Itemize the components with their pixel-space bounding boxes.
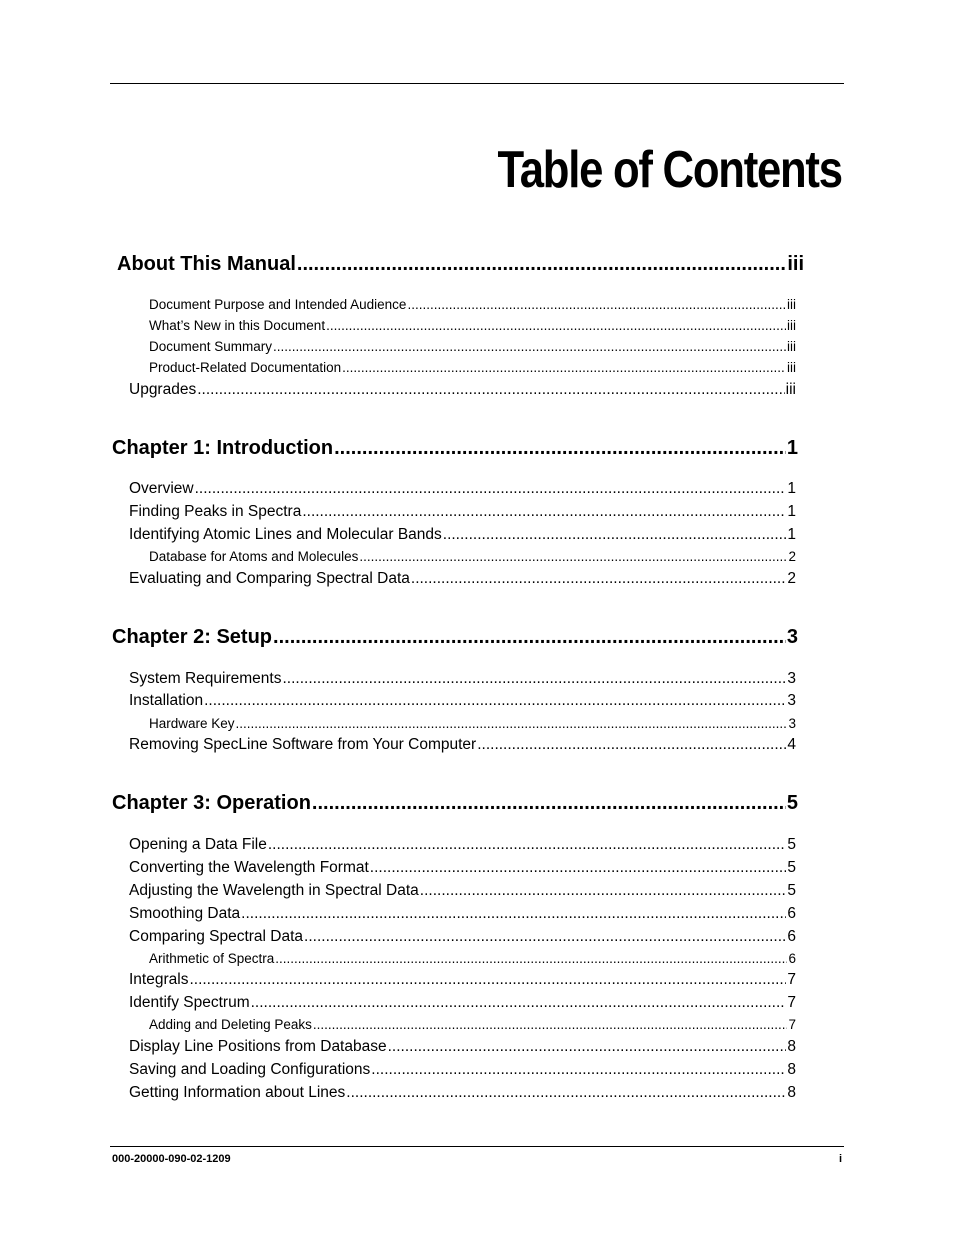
toc-title: Product-Related Documentation	[149, 360, 342, 375]
toc-leader	[407, 297, 786, 312]
toc-entry[interactable]	[129, 526, 796, 546]
toc-leader	[273, 339, 786, 354]
toc-entry[interactable]	[129, 971, 796, 991]
toc-title: Saving and Loading Configurations	[129, 1061, 371, 1078]
toc-page: 2	[787, 570, 796, 587]
footer-doc-number: 000-20000-090-02-1209	[112, 1153, 231, 1165]
toc-entry[interactable]	[149, 1017, 796, 1035]
toc-page: iii	[787, 297, 796, 312]
toc-title: Removing SpecLine Software from Your Computer	[129, 736, 477, 753]
toc-entry[interactable]	[129, 994, 796, 1014]
toc-title: Chapter 2: Setup	[112, 626, 273, 648]
toc-chapter[interactable]	[112, 437, 798, 463]
toc-title: Integrals	[129, 971, 189, 988]
toc-entry[interactable]	[129, 670, 796, 690]
toc-entry[interactable]	[129, 1038, 796, 1058]
toc-leader	[371, 1061, 786, 1079]
toc-entry[interactable]	[149, 549, 796, 567]
toc-title: Overview	[129, 480, 194, 497]
toc-title: Finding Peaks in Spectra	[129, 503, 302, 520]
toc-title: Identify Spectrum	[129, 994, 250, 1011]
toc-entry[interactable]	[129, 859, 796, 879]
toc-page: iii	[785, 381, 796, 398]
toc-chapter[interactable]	[112, 626, 798, 652]
toc-entry[interactable]	[129, 736, 796, 756]
toc-leader	[282, 670, 786, 688]
toc-entry[interactable]	[129, 503, 796, 523]
toc-leader	[477, 736, 786, 754]
toc-title: Evaluating and Comparing Spectral Data	[129, 570, 410, 587]
toc-page: 3	[786, 626, 798, 648]
toc-title: Smoothing Data	[129, 905, 241, 922]
toc-entry[interactable]	[129, 381, 796, 401]
toc-entry[interactable]	[129, 692, 796, 712]
toc-page: 3	[788, 716, 796, 731]
toc-leader	[236, 716, 788, 731]
toc-leader	[251, 994, 787, 1012]
toc-page: 1	[787, 503, 796, 520]
toc-leader	[189, 971, 786, 989]
toc-entry[interactable]	[129, 905, 796, 925]
toc-page: 1	[787, 526, 796, 543]
toc-leader	[326, 318, 786, 333]
toc-title: Comparing Spectral Data	[129, 928, 304, 945]
toc-entry[interactable]	[149, 297, 796, 315]
footer-page-number: i	[838, 1153, 842, 1165]
toc-page: iii	[787, 339, 796, 354]
toc-leader	[411, 570, 786, 588]
toc-title: Hardware Key	[149, 716, 235, 731]
toc-page: 1	[787, 480, 796, 497]
toc-page: iii	[787, 318, 796, 333]
toc-entry[interactable]	[129, 1084, 796, 1104]
toc-title: Opening a Data File	[129, 836, 267, 853]
toc-title: Converting the Wavelength Format	[129, 859, 369, 876]
toc-leader	[195, 480, 787, 498]
toc-page: 3	[787, 670, 796, 687]
toc-leader	[420, 882, 787, 900]
toc-title: System Requirements	[129, 670, 282, 687]
toc-page: 8	[787, 1061, 796, 1078]
toc-page: 1	[786, 437, 798, 459]
toc-leader	[241, 905, 786, 923]
toc-page: 7	[787, 994, 796, 1011]
toc-chapter[interactable]	[117, 253, 804, 279]
toc-leader	[312, 792, 786, 815]
toc-page: 8	[787, 1038, 796, 1055]
toc-leader	[297, 253, 786, 276]
toc-title: Adjusting the Wavelength in Spectral Data	[129, 882, 419, 899]
toc-title: Arithmetic of Spectra	[149, 951, 275, 966]
toc-title: Document Purpose and Intended Audience	[149, 297, 407, 312]
bottom-rule	[110, 1146, 844, 1147]
toc-leader	[302, 503, 786, 521]
toc-page: 7	[787, 971, 796, 988]
toc-entry[interactable]	[129, 1061, 796, 1081]
toc-entry[interactable]	[129, 570, 796, 590]
toc-leader	[273, 626, 786, 649]
toc-title: What’s New in this Document	[149, 318, 326, 333]
toc-title: Upgrades	[129, 381, 197, 398]
toc-page: iii	[787, 360, 796, 375]
toc-leader	[443, 526, 787, 544]
toc-page: 6	[787, 905, 796, 922]
page-title: Table of Contents	[497, 141, 842, 199]
toc-leader	[334, 437, 786, 460]
toc-title: About This Manual	[117, 253, 296, 275]
toc-page: iii	[787, 253, 804, 275]
toc-page: 5	[787, 836, 796, 853]
toc-page: 5	[787, 859, 796, 876]
toc-title: Identifying Atomic Lines and Molecular Bands	[129, 526, 442, 543]
toc-leader	[359, 549, 787, 564]
toc-page: 3	[787, 692, 796, 709]
toc-page: 8	[787, 1084, 796, 1101]
toc-leader	[346, 1084, 786, 1102]
toc-leader	[313, 1017, 788, 1032]
toc-page: 2	[788, 549, 796, 564]
toc-leader	[304, 928, 786, 946]
toc-entry[interactable]	[129, 928, 796, 948]
toc-title: Document Summary	[149, 339, 273, 354]
toc-entry[interactable]	[149, 951, 796, 969]
toc-title: Chapter 1: Introduction	[112, 437, 334, 459]
toc-page: 6	[788, 951, 796, 966]
toc-leader	[342, 360, 786, 375]
toc-entry[interactable]	[149, 360, 796, 378]
toc-leader	[370, 859, 787, 877]
toc-title: Database for Atoms and Molecules	[149, 549, 359, 564]
toc-title: Chapter 3: Operation	[112, 792, 311, 814]
toc-title: Getting Information about Lines	[129, 1084, 346, 1101]
toc-leader	[268, 836, 787, 854]
toc-page: 6	[787, 928, 796, 945]
toc-entry[interactable]	[129, 882, 796, 902]
toc-entry[interactable]	[149, 339, 796, 357]
toc-entry[interactable]	[149, 716, 796, 734]
top-rule	[110, 83, 844, 84]
toc-chapter[interactable]	[112, 792, 798, 818]
toc-page: 5	[786, 792, 798, 814]
toc-page: 7	[788, 1017, 796, 1032]
toc-title: Adding and Deleting Peaks	[149, 1017, 312, 1032]
toc-leader	[388, 1038, 787, 1056]
toc-title: Display Line Positions from Database	[129, 1038, 387, 1055]
toc-leader	[197, 381, 784, 399]
toc-title: Installation	[129, 692, 204, 709]
toc-leader	[204, 692, 786, 710]
toc-entry[interactable]	[129, 480, 796, 500]
toc-page: 5	[787, 882, 796, 899]
toc-entry[interactable]	[129, 836, 796, 856]
toc-entry[interactable]	[149, 318, 796, 336]
toc-leader	[275, 951, 787, 966]
toc-page: 4	[787, 736, 796, 753]
